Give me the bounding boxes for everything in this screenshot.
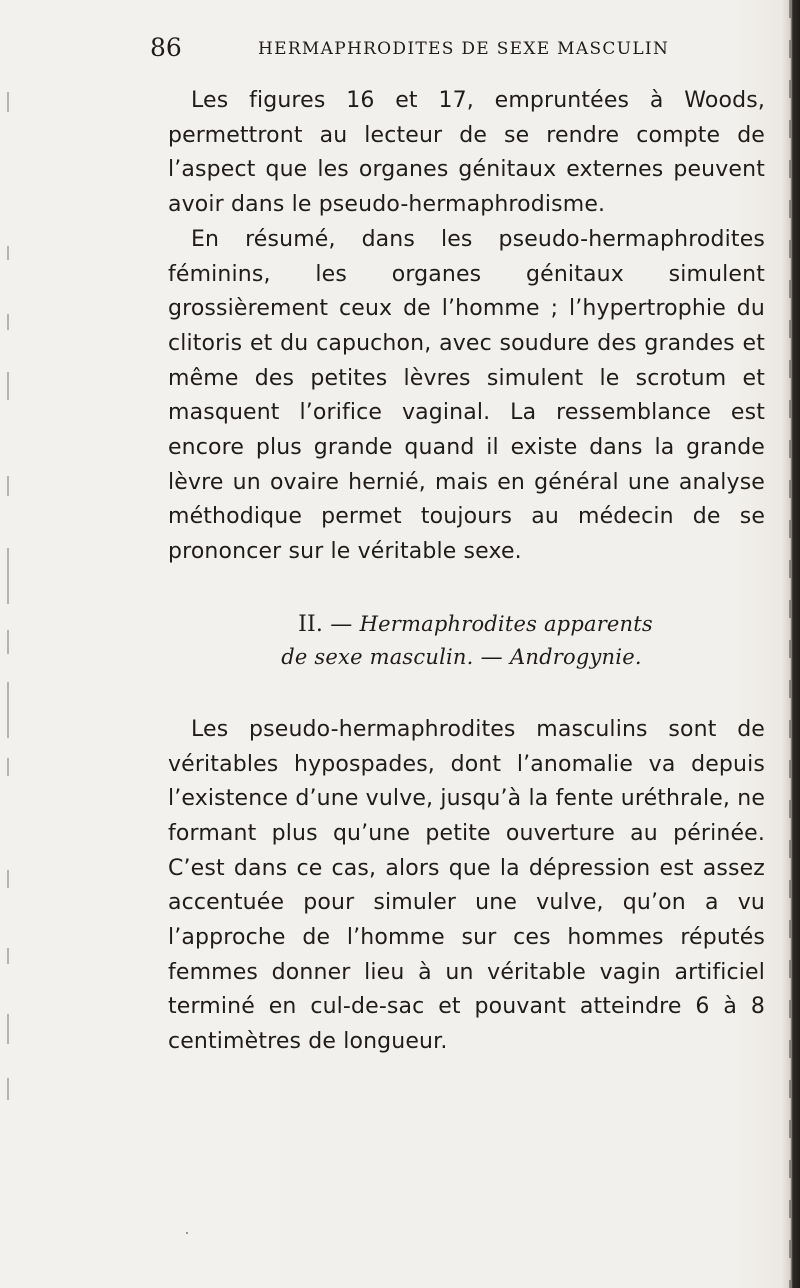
scan-mark (7, 948, 9, 964)
heading-separator: — (480, 644, 503, 670)
running-head: HERMAPHRODITES DE SEXE MASCULIN (258, 39, 670, 59)
scan-mark (7, 870, 9, 888)
scan-mark (7, 758, 9, 776)
page-number: 86 (150, 33, 182, 62)
heading-title-part-3: Androgynie. (510, 644, 642, 669)
heading-line-1 (168, 608, 765, 641)
scan-mark (7, 372, 9, 400)
page-header (0, 34, 760, 62)
paragraph-masculine-hermaphrodites: Les pseudo-hermaphrodites masculins sont de véritables hypospades, dont l’anomalie va depuis l’existence d’une vulve, jusqu’à la fente uréthrale, ne formant plus qu’une petite ouverture au périnée. C’est dans ce cas, alors que la dépression est assez accentuée pour simuler une vulve, qu’on a vu l’approche de l’homme sur ces hommes réputés femmes donner lieu à un véritable vagin artificiel terminé en cul-de-sac et pouvant atteindre 6 à 8 centimètres de longueur. (168, 716, 765, 1055)
main-text (168, 84, 765, 1060)
scan-mark (7, 630, 9, 654)
scan-mark (7, 246, 9, 260)
scan-dot (186, 1232, 188, 1234)
paragraph-figures: Les figures 16 et 17, empruntées à Woods, permettront au lecteur de se rendre compte de l’aspect que les organes génitaux externes peuvent avoir dans le pseudo-hermaphrodisme. (168, 88, 765, 218)
heading-title-part-2: de sexe masculin. (281, 644, 474, 669)
scan-mark (7, 476, 9, 496)
page-edge (782, 0, 800, 1288)
scan-mark (7, 1014, 9, 1044)
section-heading (168, 608, 765, 674)
paragraph-summary: En résumé, dans les pseudo-hermaphrodites féminins, les organes génitaux simulent grossièrement ceux de l’homme ; l’hypertrophie du clitoris et du capuchon, avec soudure des grandes et même des petites lèvres simulent le scrotum et masquent l’orifice vaginal. La ressemblance est encore plus grande quand il existe dans la grande lèvre un ovaire hernié, mais en général une analyse méthodique permet toujours au médecin de se prononcer sur le véritable sexe. (168, 226, 765, 565)
scan-mark (7, 314, 9, 330)
scan-mark (7, 682, 9, 738)
heading-line-2 (168, 641, 765, 674)
scan-mark (7, 1078, 9, 1100)
section-number: II. — (298, 611, 353, 637)
scan-mark (7, 92, 9, 112)
scan-mark (7, 548, 9, 604)
heading-title-part-1: Hermaphrodites apparents (359, 611, 653, 636)
